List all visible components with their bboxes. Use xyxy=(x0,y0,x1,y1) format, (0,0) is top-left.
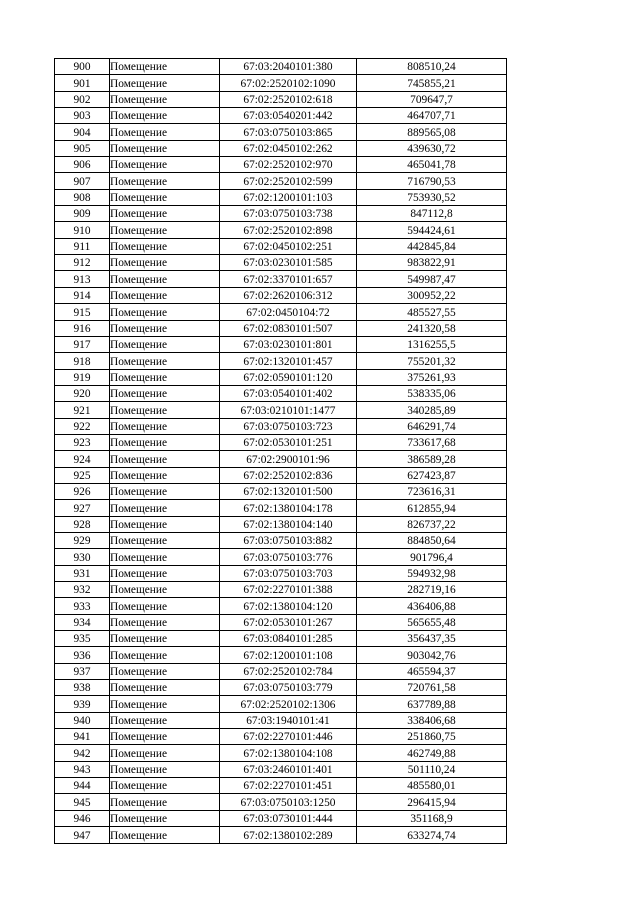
object-type-cell: Помещение xyxy=(110,745,220,761)
cadastral-value-cell: 646291,74 xyxy=(357,418,507,434)
cadastral-value-cell: 884850,64 xyxy=(357,532,507,548)
object-type-cell: Помещение xyxy=(110,549,220,565)
cadastral-number-cell: 67:02:0530101:251 xyxy=(220,434,357,450)
row-number-cell: 928 xyxy=(55,516,110,532)
row-number-cell: 904 xyxy=(55,124,110,140)
row-number-cell: 915 xyxy=(55,304,110,320)
table-row xyxy=(55,565,507,581)
row-number-cell: 908 xyxy=(55,189,110,205)
cadastral-number-cell: 67:02:2270101:446 xyxy=(220,729,357,745)
row-number-cell: 930 xyxy=(55,549,110,565)
object-type-cell: Помещение xyxy=(110,157,220,173)
table-row xyxy=(55,696,507,712)
object-type-cell: Помещение xyxy=(110,483,220,499)
table-row xyxy=(55,189,507,205)
cadastral-number-cell: 67:02:1380104:178 xyxy=(220,500,357,516)
cadastral-value-cell: 462749,88 xyxy=(357,745,507,761)
row-number-cell: 900 xyxy=(55,59,110,75)
row-number-cell: 921 xyxy=(55,402,110,418)
table-row xyxy=(55,206,507,222)
row-number-cell: 933 xyxy=(55,598,110,614)
cadastral-number-cell: 67:02:1320101:457 xyxy=(220,353,357,369)
cadastral-value-table xyxy=(54,58,507,844)
object-type-cell: Помещение xyxy=(110,353,220,369)
table-row xyxy=(55,402,507,418)
cadastral-number-cell: 67:02:2520102:599 xyxy=(220,173,357,189)
row-number-cell: 926 xyxy=(55,483,110,499)
cadastral-value-cell: 501110,24 xyxy=(357,761,507,777)
cadastral-number-cell: 67:02:2520102:1306 xyxy=(220,696,357,712)
row-number-cell: 942 xyxy=(55,745,110,761)
cadastral-value-cell: 637789,88 xyxy=(357,696,507,712)
object-type-cell: Помещение xyxy=(110,140,220,156)
cadastral-number-cell: 67:03:0210101:1477 xyxy=(220,402,357,418)
cadastral-value-cell: 282719,16 xyxy=(357,582,507,598)
row-number-cell: 910 xyxy=(55,222,110,238)
cadastral-value-cell: 808510,24 xyxy=(357,59,507,75)
table-row xyxy=(55,827,507,843)
table-row xyxy=(55,745,507,761)
object-type-cell: Помещение xyxy=(110,778,220,794)
table-row xyxy=(55,75,507,91)
object-type-cell: Помещение xyxy=(110,614,220,630)
cadastral-number-cell: 67:02:2270101:388 xyxy=(220,582,357,598)
cadastral-value-cell: 594932,98 xyxy=(357,565,507,581)
table-row xyxy=(55,287,507,303)
cadastral-value-cell: 745855,21 xyxy=(357,75,507,91)
row-number-cell: 943 xyxy=(55,761,110,777)
object-type-cell: Помещение xyxy=(110,729,220,745)
cadastral-value-cell: 436406,88 xyxy=(357,598,507,614)
cadastral-number-cell: 67:03:0750103:703 xyxy=(220,565,357,581)
object-type-cell: Помещение xyxy=(110,532,220,548)
object-type-cell: Помещение xyxy=(110,418,220,434)
cadastral-number-cell: 67:02:2520102:1090 xyxy=(220,75,357,91)
object-type-cell: Помещение xyxy=(110,304,220,320)
object-type-cell: Помещение xyxy=(110,402,220,418)
cadastral-number-cell: 67:03:1940101:41 xyxy=(220,712,357,728)
cadastral-value-cell: 485580,01 xyxy=(357,778,507,794)
cadastral-value-cell: 386589,28 xyxy=(357,451,507,467)
row-number-cell: 947 xyxy=(55,827,110,843)
cadastral-value-cell: 442845,84 xyxy=(357,238,507,254)
cadastral-value-cell: 594424,61 xyxy=(357,222,507,238)
table-row xyxy=(55,320,507,336)
cadastral-number-cell: 67:02:1380104:108 xyxy=(220,745,357,761)
table-row xyxy=(55,647,507,663)
object-type-cell: Помещение xyxy=(110,222,220,238)
object-type-cell: Помещение xyxy=(110,467,220,483)
object-type-cell: Помещение xyxy=(110,565,220,581)
object-type-cell: Помещение xyxy=(110,434,220,450)
object-type-cell: Помещение xyxy=(110,680,220,696)
cadastral-value-cell: 983822,91 xyxy=(357,255,507,271)
object-type-cell: Помещение xyxy=(110,271,220,287)
table-row xyxy=(55,680,507,696)
cadastral-value-cell: 439630,72 xyxy=(357,140,507,156)
cadastral-number-cell: 67:03:0750103:865 xyxy=(220,124,357,140)
table-row xyxy=(55,385,507,401)
cadastral-number-cell: 67:03:0540201:442 xyxy=(220,108,357,124)
cadastral-value-cell: 538335,06 xyxy=(357,385,507,401)
cadastral-number-cell: 67:03:0750103:882 xyxy=(220,532,357,548)
object-type-cell: Помещение xyxy=(110,59,220,75)
object-type-cell: Помещение xyxy=(110,173,220,189)
cadastral-value-cell: 300952,22 xyxy=(357,287,507,303)
object-type-cell: Помещение xyxy=(110,189,220,205)
row-number-cell: 919 xyxy=(55,369,110,385)
table-row xyxy=(55,255,507,271)
row-number-cell: 946 xyxy=(55,810,110,826)
row-number-cell: 945 xyxy=(55,794,110,810)
cadastral-number-cell: 67:02:1320101:500 xyxy=(220,483,357,499)
cadastral-value-cell: 465594,37 xyxy=(357,663,507,679)
row-number-cell: 917 xyxy=(55,336,110,352)
object-type-cell: Помещение xyxy=(110,810,220,826)
table-row xyxy=(55,582,507,598)
cadastral-value-cell: 716790,53 xyxy=(357,173,507,189)
table-row xyxy=(55,614,507,630)
row-number-cell: 938 xyxy=(55,680,110,696)
object-type-cell: Помещение xyxy=(110,75,220,91)
table-row xyxy=(55,124,507,140)
cadastral-number-cell: 67:03:0730101:444 xyxy=(220,810,357,826)
cadastral-number-cell: 67:03:0750103:776 xyxy=(220,549,357,565)
cadastral-value-cell: 485527,55 xyxy=(357,304,507,320)
cadastral-value-cell: 565655,48 xyxy=(357,614,507,630)
cadastral-value-cell: 356437,35 xyxy=(357,631,507,647)
row-number-cell: 937 xyxy=(55,663,110,679)
row-number-cell: 918 xyxy=(55,353,110,369)
cadastral-value-cell: 241320,58 xyxy=(357,320,507,336)
table-row xyxy=(55,663,507,679)
object-type-cell: Помещение xyxy=(110,500,220,516)
cadastral-value-cell: 338406,68 xyxy=(357,712,507,728)
object-type-cell: Помещение xyxy=(110,91,220,107)
row-number-cell: 906 xyxy=(55,157,110,173)
table-row xyxy=(55,108,507,124)
table-row xyxy=(55,516,507,532)
object-type-cell: Помещение xyxy=(110,598,220,614)
cadastral-value-cell: 889565,08 xyxy=(357,124,507,140)
table-row xyxy=(55,532,507,548)
cadastral-number-cell: 67:02:1200101:103 xyxy=(220,189,357,205)
row-number-cell: 903 xyxy=(55,108,110,124)
object-type-cell: Помещение xyxy=(110,336,220,352)
table-row xyxy=(55,304,507,320)
row-number-cell: 927 xyxy=(55,500,110,516)
cadastral-number-cell: 67:02:0450102:251 xyxy=(220,238,357,254)
cadastral-number-cell: 67:02:1380104:140 xyxy=(220,516,357,532)
object-type-cell: Помещение xyxy=(110,712,220,728)
cadastral-number-cell: 67:02:0530101:267 xyxy=(220,614,357,630)
object-type-cell: Помещение xyxy=(110,287,220,303)
cadastral-number-cell: 67:02:0830101:507 xyxy=(220,320,357,336)
cadastral-number-cell: 67:02:0590101:120 xyxy=(220,369,357,385)
cadastral-value-cell: 340285,89 xyxy=(357,402,507,418)
object-type-cell: Помещение xyxy=(110,582,220,598)
cadastral-number-cell: 67:03:2460101:401 xyxy=(220,761,357,777)
table-row xyxy=(55,369,507,385)
row-number-cell: 939 xyxy=(55,696,110,712)
table-row xyxy=(55,778,507,794)
table-row xyxy=(55,729,507,745)
object-type-cell: Помещение xyxy=(110,320,220,336)
table-row xyxy=(55,59,507,75)
object-type-cell: Помещение xyxy=(110,631,220,647)
object-type-cell: Помещение xyxy=(110,108,220,124)
cadastral-number-cell: 67:02:1380104:120 xyxy=(220,598,357,614)
cadastral-number-cell: 67:03:0230101:801 xyxy=(220,336,357,352)
row-number-cell: 929 xyxy=(55,532,110,548)
cadastral-value-cell: 465041,78 xyxy=(357,157,507,173)
cadastral-number-cell: 67:02:2520102:836 xyxy=(220,467,357,483)
table-row xyxy=(55,353,507,369)
row-number-cell: 907 xyxy=(55,173,110,189)
row-number-cell: 912 xyxy=(55,255,110,271)
object-type-cell: Помещение xyxy=(110,385,220,401)
object-type-cell: Помещение xyxy=(110,647,220,663)
row-number-cell: 944 xyxy=(55,778,110,794)
table-row xyxy=(55,451,507,467)
cadastral-value-cell: 826737,22 xyxy=(357,516,507,532)
cadastral-value-cell: 375261,93 xyxy=(357,369,507,385)
row-number-cell: 941 xyxy=(55,729,110,745)
cadastral-value-cell: 464707,71 xyxy=(357,108,507,124)
table-row xyxy=(55,631,507,647)
cadastral-number-cell: 67:02:2620106:312 xyxy=(220,287,357,303)
table-row xyxy=(55,500,507,516)
table-row xyxy=(55,418,507,434)
cadastral-number-cell: 67:03:2040101:380 xyxy=(220,59,357,75)
cadastral-number-cell: 67:02:1200101:108 xyxy=(220,647,357,663)
cadastral-number-cell: 67:03:0750103:723 xyxy=(220,418,357,434)
object-type-cell: Помещение xyxy=(110,451,220,467)
cadastral-value-cell: 753930,52 xyxy=(357,189,507,205)
cadastral-number-cell: 67:02:0450104:72 xyxy=(220,304,357,320)
row-number-cell: 913 xyxy=(55,271,110,287)
cadastral-value-cell: 1316255,5 xyxy=(357,336,507,352)
row-number-cell: 909 xyxy=(55,206,110,222)
cadastral-number-cell: 67:03:0750103:1250 xyxy=(220,794,357,810)
row-number-cell: 935 xyxy=(55,631,110,647)
row-number-cell: 923 xyxy=(55,434,110,450)
cadastral-number-cell: 67:02:1380102:289 xyxy=(220,827,357,843)
object-type-cell: Помещение xyxy=(110,794,220,810)
table-row xyxy=(55,761,507,777)
row-number-cell: 940 xyxy=(55,712,110,728)
object-type-cell: Помещение xyxy=(110,761,220,777)
cadastral-value-cell: 549987,47 xyxy=(357,271,507,287)
table-row xyxy=(55,157,507,173)
row-number-cell: 905 xyxy=(55,140,110,156)
row-number-cell: 924 xyxy=(55,451,110,467)
row-number-cell: 911 xyxy=(55,238,110,254)
row-number-cell: 902 xyxy=(55,91,110,107)
object-type-cell: Помещение xyxy=(110,206,220,222)
table-row xyxy=(55,483,507,499)
cadastral-number-cell: 67:02:2520102:898 xyxy=(220,222,357,238)
table-row xyxy=(55,810,507,826)
table-row xyxy=(55,434,507,450)
table-row xyxy=(55,549,507,565)
cadastral-value-cell: 723616,31 xyxy=(357,483,507,499)
cadastral-number-cell: 67:03:0750103:738 xyxy=(220,206,357,222)
object-type-cell: Помещение xyxy=(110,827,220,843)
cadastral-number-cell: 67:02:2900101:96 xyxy=(220,451,357,467)
cadastral-value-cell: 847112,8 xyxy=(357,206,507,222)
table-row xyxy=(55,91,507,107)
table-row xyxy=(55,238,507,254)
cadastral-number-cell: 67:03:0540101:402 xyxy=(220,385,357,401)
object-type-cell: Помещение xyxy=(110,124,220,140)
cadastral-number-cell: 67:02:3370101:657 xyxy=(220,271,357,287)
cadastral-number-cell: 67:03:0230101:585 xyxy=(220,255,357,271)
cadastral-number-cell: 67:03:0840101:285 xyxy=(220,631,357,647)
cadastral-value-cell: 755201,32 xyxy=(357,353,507,369)
cadastral-value-cell: 720761,58 xyxy=(357,680,507,696)
row-number-cell: 934 xyxy=(55,614,110,630)
cadastral-number-cell: 67:02:0450102:262 xyxy=(220,140,357,156)
cadastral-value-cell: 296415,94 xyxy=(357,794,507,810)
cadastral-value-cell: 251860,75 xyxy=(357,729,507,745)
table-row xyxy=(55,794,507,810)
cadastral-number-cell: 67:02:2520102:970 xyxy=(220,157,357,173)
row-number-cell: 925 xyxy=(55,467,110,483)
cadastral-number-cell: 67:02:2520102:618 xyxy=(220,91,357,107)
table-row xyxy=(55,336,507,352)
cadastral-number-cell: 67:02:2270101:451 xyxy=(220,778,357,794)
row-number-cell: 920 xyxy=(55,385,110,401)
object-type-cell: Помещение xyxy=(110,238,220,254)
table-row xyxy=(55,598,507,614)
object-type-cell: Помещение xyxy=(110,516,220,532)
table-row xyxy=(55,271,507,287)
cadastral-value-cell: 351168,9 xyxy=(357,810,507,826)
cadastral-value-cell: 612855,94 xyxy=(357,500,507,516)
row-number-cell: 916 xyxy=(55,320,110,336)
object-type-cell: Помещение xyxy=(110,696,220,712)
row-number-cell: 931 xyxy=(55,565,110,581)
row-number-cell: 901 xyxy=(55,75,110,91)
row-number-cell: 932 xyxy=(55,582,110,598)
table-row xyxy=(55,222,507,238)
table-row xyxy=(55,467,507,483)
table-row xyxy=(55,173,507,189)
cadastral-number-cell: 67:02:2520102:784 xyxy=(220,663,357,679)
cadastral-number-cell: 67:03:0750103:779 xyxy=(220,680,357,696)
cadastral-value-cell: 709647,7 xyxy=(357,91,507,107)
object-type-cell: Помещение xyxy=(110,369,220,385)
cadastral-value-cell: 633274,74 xyxy=(357,827,507,843)
object-type-cell: Помещение xyxy=(110,255,220,271)
row-number-cell: 936 xyxy=(55,647,110,663)
cadastral-value-cell: 901796,4 xyxy=(357,549,507,565)
table-body xyxy=(55,59,507,844)
cadastral-value-cell: 733617,68 xyxy=(357,434,507,450)
table-row xyxy=(55,140,507,156)
cadastral-value-cell: 627423,87 xyxy=(357,467,507,483)
row-number-cell: 914 xyxy=(55,287,110,303)
table-row xyxy=(55,712,507,728)
object-type-cell: Помещение xyxy=(110,663,220,679)
cadastral-value-cell: 903042,76 xyxy=(357,647,507,663)
row-number-cell: 922 xyxy=(55,418,110,434)
